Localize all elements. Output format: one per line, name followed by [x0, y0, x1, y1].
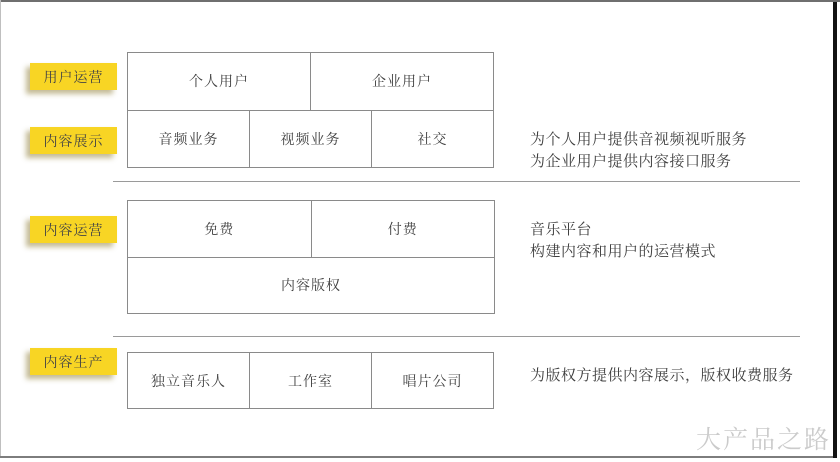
grid-content-operation	[127, 200, 495, 314]
grid-row-pricing	[128, 201, 494, 257]
note-line: 音乐平台	[530, 220, 593, 238]
tag-content-display: 内容展示	[30, 127, 117, 154]
frame-top-border	[0, 0, 840, 2]
tag-user-operation: 用户运营	[30, 63, 117, 90]
grid-users-display	[127, 52, 494, 168]
watermark-text: 大产品之路	[695, 425, 831, 454]
grid-row-businesses	[128, 110, 493, 168]
grid-content-production	[127, 352, 494, 409]
note-line: 为企业用户提供内容接口服务	[530, 152, 732, 170]
cell-enterprise-user: 企业用户	[310, 53, 493, 110]
cell-free: 免费	[204, 221, 235, 238]
cell-content-copyright: 内容版权	[281, 278, 341, 295]
cell-audio-business: 音频业务	[158, 131, 219, 148]
note-platform-model	[530, 218, 716, 262]
note-line: 为个人用户提供音视频视听服务	[530, 130, 748, 148]
section-divider-1	[113, 181, 800, 182]
cell-paid: 付费	[311, 201, 495, 257]
cell-independent-musician: 独立音乐人	[151, 373, 226, 390]
note-line: 为版权方提供内容展示，版权收费服务	[530, 366, 794, 384]
frame-right-border	[833, 2, 837, 458]
tag-content-production: 内容生产	[30, 348, 117, 375]
note-user-services	[530, 128, 747, 172]
grid-row-producers	[128, 353, 493, 408]
cell-video-business: 视频业务	[249, 111, 371, 168]
tag-content-operation: 内容运营	[30, 216, 117, 243]
cell-social: 社交	[371, 111, 493, 168]
grid-row-users	[128, 53, 493, 110]
note-line: 构建内容和用户的运营模式	[530, 242, 717, 260]
section-divider-2	[113, 336, 800, 337]
cell-studio: 工作室	[249, 353, 371, 408]
grid-row-copyright	[128, 257, 494, 314]
note-copyright-services	[530, 364, 794, 386]
cell-record-company: 唱片公司	[371, 353, 493, 408]
cell-personal-user: 个人用户	[189, 74, 249, 91]
frame-left-border	[0, 0, 1, 458]
frame-bottom-border	[0, 456, 833, 458]
